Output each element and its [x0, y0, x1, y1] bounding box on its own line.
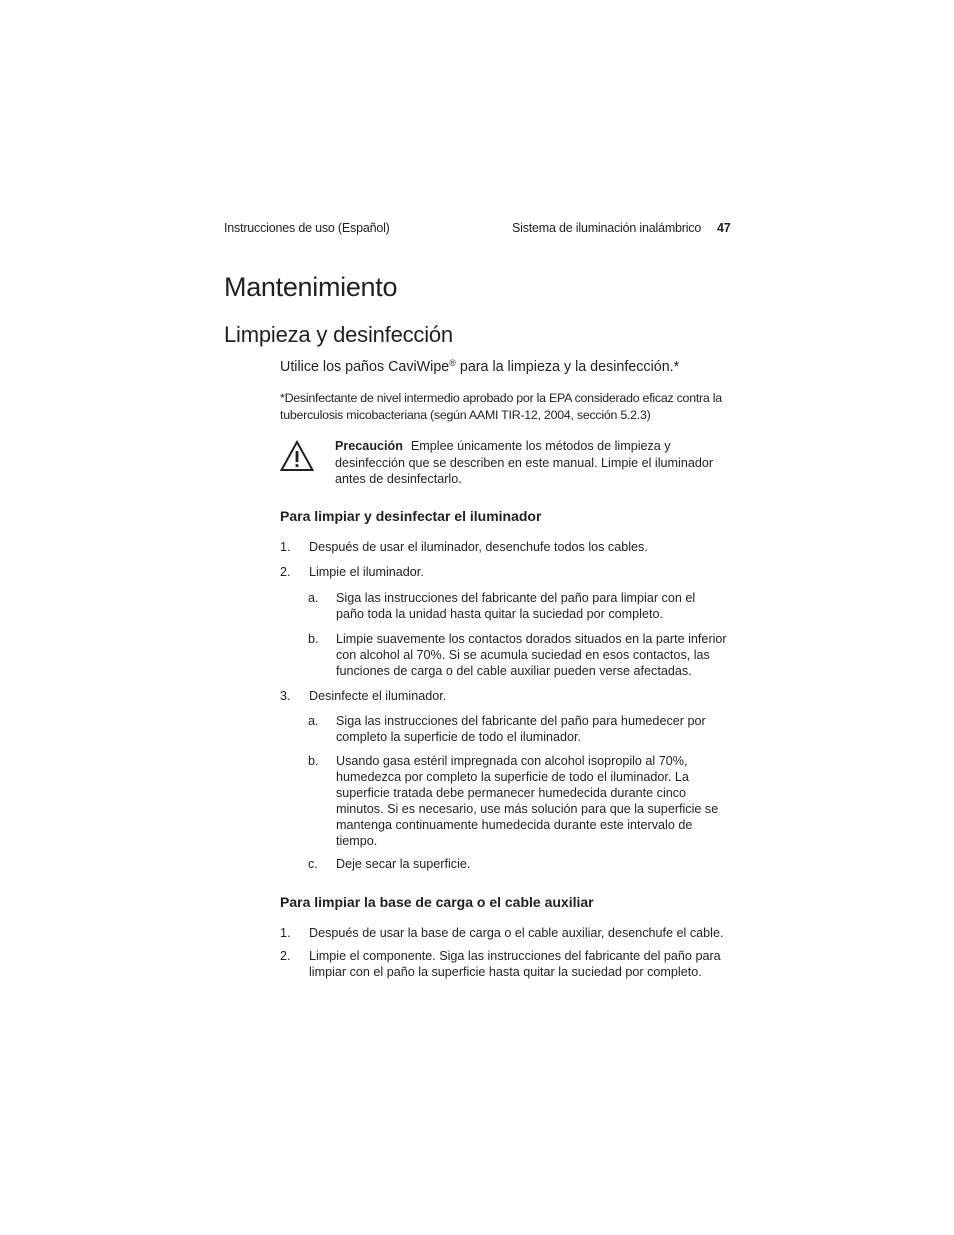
list-item-text: Usando gasa estéril impregnada con alcohol isopropilo al 70%, humedezca por completo la superficie de todo el iluminador. La superficie tratada debe permanecer humedecida durante cinco minutos. Si es necesario, use más solución para que la superficie se mantenga continuamente humedecida durante este intervalo de tiempo. — [336, 754, 719, 848]
warning-triangle-icon — [280, 440, 314, 472]
running-header-left: Instrucciones de uso (Español) — [224, 221, 390, 235]
list-item-text: Después de usar el iluminador, desenchufe todos los cables. — [309, 540, 648, 554]
list-item-text: Siga las instrucciones del fabricante del paño para humedecer por completo la superficie de todo el iluminador. — [336, 714, 706, 744]
intro-text-before: Utilice los paños CaviWipe — [280, 359, 450, 375]
list-item-text: Limpie suavemente los contactos dorados situados en la parte inferior con alcohol al 70%. Si se acumula suciedad en esos contactos, las funciones de carga o del cable auxiliar pueden verse afectadas. — [336, 632, 727, 678]
intro-text-after: para la limpieza y la desinfección.* — [455, 359, 680, 375]
caution-label: Precaución — [335, 439, 403, 453]
registered-mark: ® — [449, 358, 456, 368]
list-item-number: 2. — [280, 949, 291, 963]
list-item-text: Siga las instrucciones del fabricante del paño para limpiar con el paño toda la unidad hasta quitar la suciedad por completo. — [336, 591, 696, 621]
intro-paragraph — [280, 358, 679, 375]
list-item-text: Deje secar la superficie. — [336, 857, 471, 871]
list-item-number: 2. — [280, 565, 291, 579]
page-title: Mantenimiento — [224, 272, 398, 302]
list-item-letter: b. — [308, 632, 319, 646]
list-item-number: 1. — [280, 926, 291, 940]
running-header-right: Sistema de iluminación inalámbrico — [512, 221, 702, 235]
caution-notice — [335, 438, 720, 488]
list-item-text: Limpie el iluminador. — [309, 565, 424, 579]
list-item-text: Limpie el componente. Siga las instrucciones del fabricante del paño para limpiar con el paño la superficie hasta quitar la suciedad por completo. — [309, 949, 721, 979]
caution-body: Emplee únicamente los métodos de limpieza y desinfección que se describen en este manual. Limpie el iluminador antes de desinfectarlo. — [335, 439, 714, 486]
footnote: *Desinfectante de nivel intermedio aprobado por la EPA considerado eficaz contra la tuberculosis micobacteriana (según AAMI TIR-12, 2004, sección 5.2.3) — [280, 391, 722, 422]
list-item-text: Desinfecte el iluminador. — [309, 689, 447, 703]
section-title: Limpieza y desinfección — [224, 322, 453, 347]
list-item-letter: b. — [308, 754, 319, 768]
list-item-number: 3. — [280, 689, 291, 703]
list-item-letter: a. — [308, 591, 319, 605]
section-heading-charging-base: Para limpiar la base de carga o el cable auxiliar — [280, 894, 594, 910]
list-item-text: Después de usar la base de carga o el cable auxiliar, desenchufe el cable. — [309, 926, 724, 940]
list-item-letter: a. — [308, 714, 319, 728]
list-item-number: 1. — [280, 540, 291, 554]
list-item-letter: c. — [308, 857, 318, 871]
page-number: 47 — [717, 221, 731, 235]
section-heading-clean-disinfect: Para limpiar y desinfectar el iluminador — [280, 508, 542, 524]
